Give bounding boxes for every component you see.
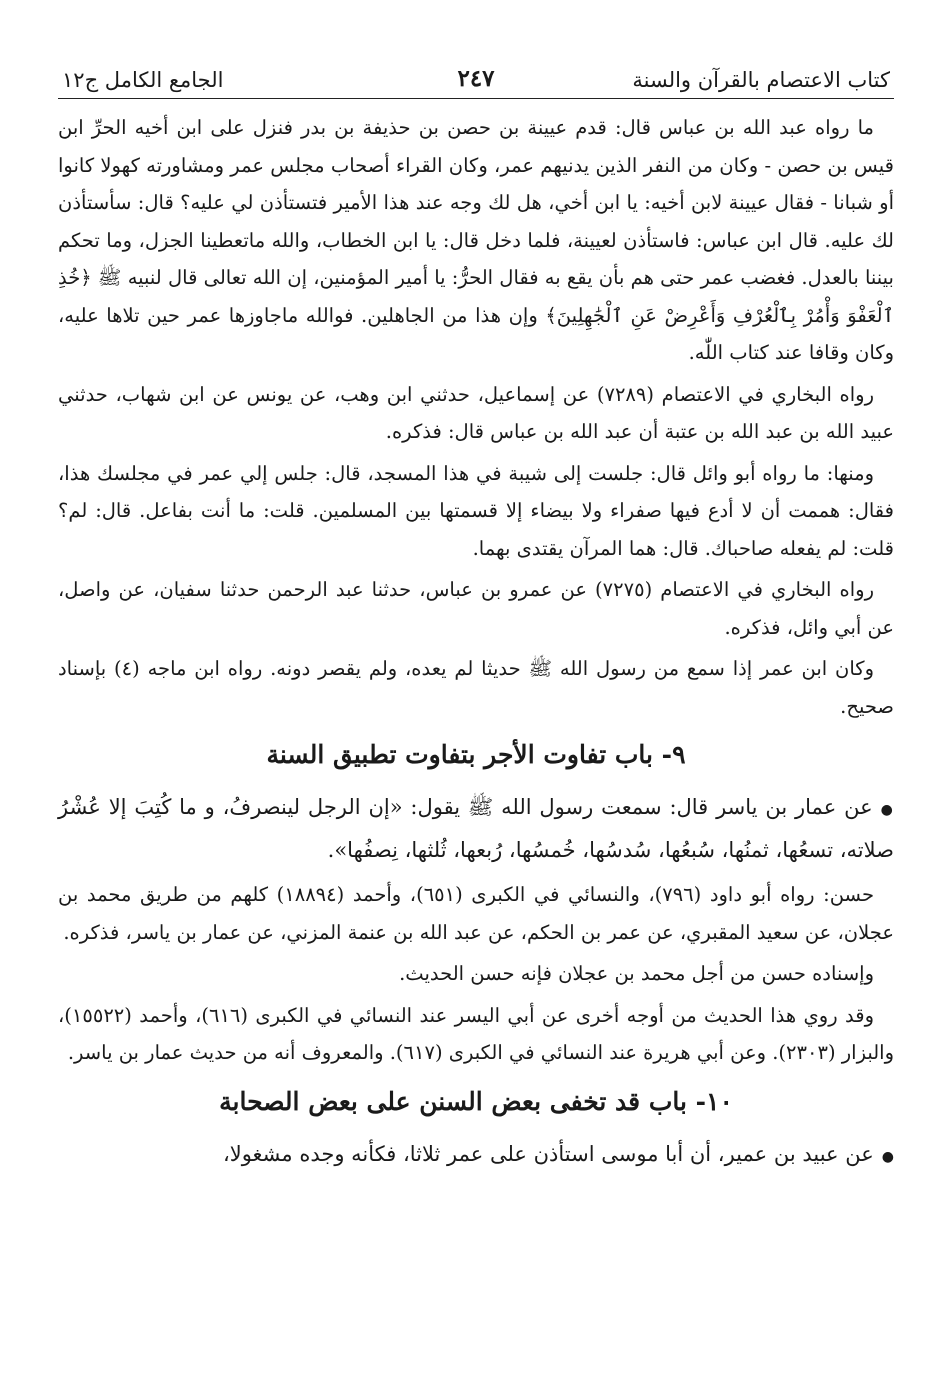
paragraph-bukhari-7275: رواه البخاري في الاعتصام (٧٢٧٥) عن عمرو بن عباس، حدثنا عبد الرحمن حدثنا سفيان، عن واصل، عن أبي وائل، فذكره. bbox=[58, 578, 894, 639]
page-number: ٢٤٧ bbox=[457, 65, 495, 92]
section-9-takhrij: حسن: رواه أبو داود (٧٩٦)، والنسائي في الكبرى (٦٥١)، وأحمد (١٨٨٩٤) كلهم من طريق محمد بن عجلان، عن سعيد المقبري، عن عمر بن الحكم، عن عبد الله بن عنمة المزني، عن عمار بن ياسر، فذكره. bbox=[58, 883, 894, 944]
section-9-hadith bbox=[58, 787, 894, 870]
section-10-hadith bbox=[58, 1134, 894, 1177]
section-10-title: ١٠- باب قد تخفى بعض السنن على بعض الصحابة bbox=[219, 1086, 733, 1116]
section-9-isnad: وإسناده حسن من أجل محمد بن عجلان فإنه حسن الحديث. bbox=[399, 962, 874, 985]
volume-title: الجامع الكامل ج١٢ bbox=[62, 68, 224, 92]
paragraph-ibn-umar: وكان ابن عمر إذا سمع من رسول الله ﷺ حديثا لم يعده، ولم يقصر دونه. رواه ابن ماجه (٤) بإسناد صحيح. bbox=[58, 657, 894, 718]
paragraph-ibn-abbas-narration: ما رواه عبد الله بن عباس قال: قدم عيينة بن حصن بن حذيفة بن بدر فنزل على ابن أخيه الحرِّ ابن قيس بن حصن - وكان من النفر الذين يدنيهم عمر، وكان القراء أصحاب مجلس عمر ومشاورته كهولا كانوا أو شبانا - فقال عيينة لابن أخيه: يا ابن أخي، هل لك وجه عند هذا الأمير فتستأذن لي عليه؟ قال: سأستأذن لك عليه. قال ابن عباس: فاستأذن لعيينة، فلما دخل قال: يا ابن الخطاب، والله ماتعطينا الجزل، وما تحكم بيننا بالعدل. فغضب عمر حتى هم بأن يقع به فقال الحرُّ: يا أمير المؤمنين، إن الله تعالى قال لنبيه ﷺ ﴿خُذِ ٱلْعَفْوَ وَأْمُرْ بِٱلْعُرْفِ وَأَعْرِضْ عَنِ ٱلْجَٰهِلِينَ﴾ وإن هذا من الجاهلين. فوالله ماجاوزها عمر حين تلاها عليه، وكان وقافا عند كتاب اللّٰه. bbox=[58, 116, 894, 364]
book-page bbox=[58, 52, 894, 1183]
bullet-icon: ● bbox=[880, 802, 894, 818]
bullet-icon: ● bbox=[881, 1148, 894, 1165]
book-section-title: كتاب الاعتصام بالقرآن والسنة bbox=[632, 68, 890, 92]
section-9-title: ٩- باب تفاوت الأجر بتفاوت تطبيق السنة bbox=[266, 740, 686, 769]
page-header bbox=[58, 52, 894, 98]
section-9-hadith-text: عن عمار بن ياسر قال: سمعت رسول الله ﷺ يقول: «إن الرجل لينصرفُ، و ما كُتِبَ إلا عُشْرُ صلاته، تسعُها، ثمنُها، سُبعُها، سُدسُها، خُمسُها، رُبعها، ثُلثها، نِصفُها». bbox=[58, 795, 894, 862]
section-9-other-routes: وقد روي هذا الحديث من أوجه أخرى عن أبي اليسر عند النسائي في الكبرى (٦١٦)، وأحمد (١٥٥٢٢)، والبزار (٢٣٠٣). وعن أبي هريرة عند النسائي في الكبرى (٦١٧). والمعروف أنه من حديث عمار بن ياسر. bbox=[58, 1003, 894, 1064]
header-rule bbox=[58, 98, 894, 99]
paragraph-bukhari-7289: رواه البخاري في الاعتصام (٧٢٨٩) عن إسماعيل، حدثني ابن وهب، عن يونس عن ابن شهاب، حدثني عبيد الله بن عبد الله بن عتبة أن عبد الله بن عباس قال: فذكره. bbox=[58, 382, 894, 443]
paragraph-abu-wail-narration: ومنها: ما رواه أبو وائل قال: جلست إلى شيبة في هذا المسجد، قال: جلس إلي عمر في مجلسك هذا، فقال: هممت أن لا أدع فيها صفراء ولا بيضاء إلا قسمتها بين المسلمين. قلت: ما أنت بفاعل. قال: لم؟ قلت: لم يفعله صاحباك. قال: هما المرآن يقتدى بهما. bbox=[58, 461, 894, 560]
section-10-hadith-text: عن عبيد بن عمير، أن أبا موسى استأذن على عمر ثلاثا، فكأنه وجده مشغولا، bbox=[222, 1141, 874, 1166]
